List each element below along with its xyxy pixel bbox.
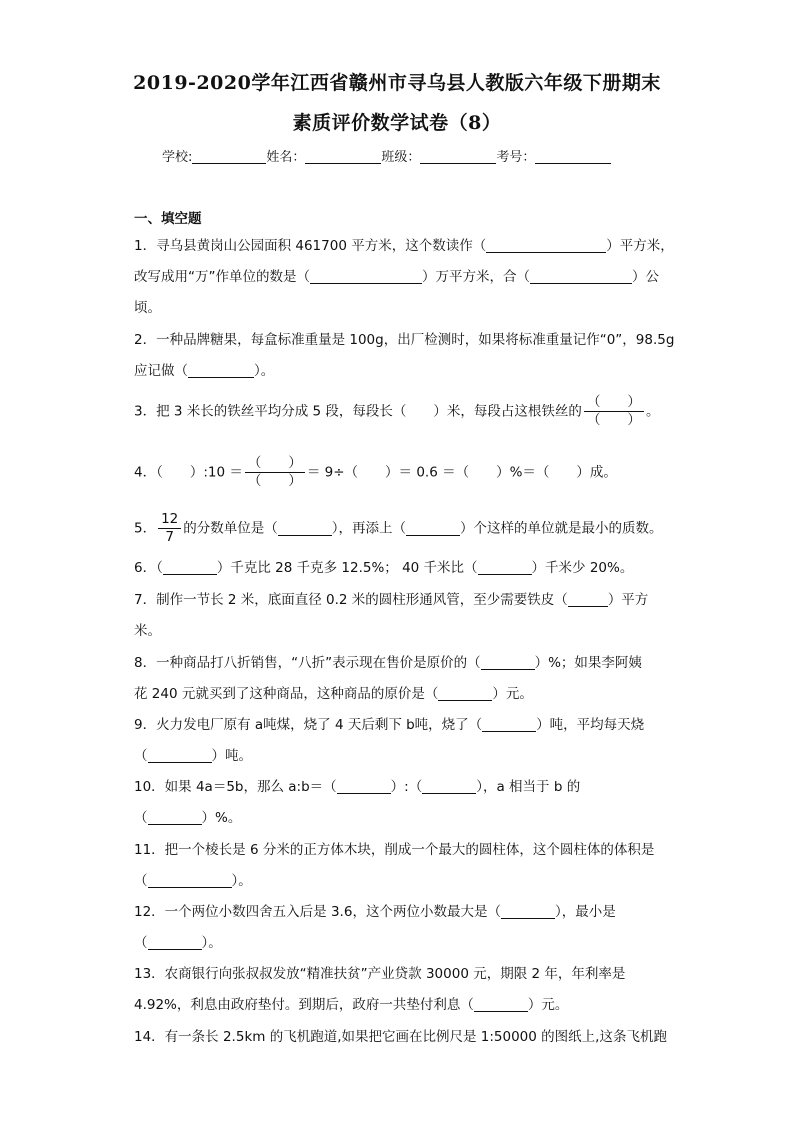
- q8-text-d: ）元。: [492, 686, 533, 702]
- q8-text-a: 8．一种商品打八折销售，“八折”表示现在售价是原价的（: [134, 655, 481, 671]
- q1-text-d: ）万平方米，合（: [422, 269, 530, 285]
- q5-fraction-numerator: 12: [158, 511, 181, 529]
- q4-fraction-numerator: （ ）: [245, 455, 305, 473]
- exam-no-label: 考号：: [496, 150, 536, 165]
- q6-text-b: ）千克比 28 千克多 12.5%； 40 千米比（: [216, 560, 478, 576]
- exam-no-blank: [535, 149, 611, 164]
- question-10-line2: [134, 806, 241, 826]
- q5-fraction-denominator: 7: [165, 529, 174, 545]
- question-2-line2: [134, 359, 274, 379]
- q5-blank-2: [406, 521, 460, 536]
- q8-text-b: ）%；如果李阿姨: [534, 655, 642, 671]
- q13-text-b: 4.92%，利息由政府垫付。到期后，政府一共垫付利息（: [134, 997, 474, 1013]
- q12-text-c: （: [134, 935, 148, 951]
- q11-text-b: （: [134, 873, 148, 889]
- section-title: 一、填空题: [134, 211, 202, 227]
- q4-text-a: 4．（ ）:10 ＝: [134, 464, 243, 481]
- q1-text-a: 1．寻乌县黄岗山公园面积 461700 平方米，这个数读作（: [134, 238, 487, 254]
- question-2-line1: 2．一种品牌糖果，每盒标准重量是 100g，出厂检测时，如果将标准重量记作“0”，98.5g: [134, 332, 675, 348]
- q5-number: 5．: [134, 520, 157, 537]
- exam-title-line2: 素质评价数学试卷（8）: [292, 112, 502, 134]
- q1-text-c: 改写成用“万”作单位的数是（: [134, 269, 310, 285]
- q3-fraction-denominator: （ ）: [586, 412, 641, 428]
- q4-text-b: ＝ 9÷（ ）＝ 0.6 ＝（ ）%＝（ ）成。: [306, 464, 617, 481]
- class-blank: [420, 149, 496, 164]
- q10-text-c: ），a 相当于 b 的: [476, 779, 581, 795]
- q10-blank-3: [148, 810, 202, 825]
- school-label: 学校:: [162, 150, 193, 165]
- q7-text-b: ）平方: [607, 592, 649, 608]
- question-4: [134, 455, 617, 490]
- question-11-line1: 11．把一个棱长是 6 分米的正方体木块，削成一个最大的圆柱体，这个圆柱体的体积是: [134, 842, 655, 858]
- q4-fraction-denominator: （ ）: [247, 473, 302, 489]
- question-6: [134, 556, 633, 576]
- student-info-row: [162, 146, 611, 165]
- q12-blank-2: [148, 935, 202, 950]
- name-label: 姓名：: [266, 150, 306, 165]
- q3-fraction: [584, 394, 644, 429]
- q7-text-a: 7．制作一节长 2 米，底面直径 0.2 米的圆柱形通风管，至少需要铁皮（: [134, 592, 568, 608]
- question-9-line2: [134, 744, 252, 764]
- question-9-line1: [134, 713, 644, 733]
- q13-text-c: ）元。: [527, 997, 569, 1013]
- q10-text-d: （: [134, 810, 148, 826]
- q5-fraction-12-7: [158, 511, 181, 546]
- q1-text-e: ）公: [632, 269, 659, 285]
- q12-text-a: 12．一个两位小数四舍五入后是 3.6，这个两位小数最大是（: [134, 904, 501, 920]
- q3-text-a: 3．把 3 米长的铁丝平均分成 5 段，每段长（ ）米，每段占这根铁丝的: [134, 403, 582, 420]
- q10-text-a: 10．如果 4a＝5b，那么 a:b＝（: [134, 779, 337, 795]
- class-label: 班级：: [381, 150, 421, 165]
- q10-text-b: ）:（: [390, 779, 423, 795]
- q11-blank-1: [148, 873, 232, 888]
- q12-blank-1: [501, 904, 555, 919]
- q2-text-c: ）。: [254, 363, 275, 379]
- question-13-line2: [134, 993, 568, 1013]
- q2-text-b: 应记做（: [134, 363, 188, 379]
- q9-text-b: ）吨，平均每天烧: [536, 717, 645, 733]
- q5-text-c: ）个这样的单位就是最小的质数。: [460, 520, 663, 537]
- q4-fraction: [245, 455, 305, 490]
- question-7-line2: 米。: [134, 623, 161, 639]
- question-7-line1: [134, 588, 648, 608]
- question-12-line1: [134, 900, 616, 920]
- q5-text-a: 的分数单位是（: [183, 520, 278, 537]
- exam-title-line1: 2019-2020学年江西省赣州市寻乌县人教版六年级下册期末: [133, 72, 661, 94]
- question-13-line1: 13．农商银行向张叔叔发放“精准扶贫”产业贷款 30000 元，期限 2 年，年利率是: [134, 966, 626, 982]
- q3-fraction-numerator: （ ）: [584, 394, 644, 412]
- question-14-line1: 14．有一条长 2.5km 的飞机跑道,如果把它画在比例尺是 1:50000 的图纸上,这条飞机跑: [134, 1029, 667, 1045]
- q10-blank-1: [337, 779, 391, 794]
- question-8-line2: [134, 682, 533, 702]
- question-10-line1: [134, 775, 580, 795]
- q5-blank-1: [278, 521, 332, 536]
- q10-blank-2: [422, 779, 476, 794]
- q1-blank-2: [310, 269, 422, 284]
- q6-text-c: ）千米少 20%。: [531, 560, 634, 576]
- q1-blank-3: [530, 269, 632, 284]
- question-8-line1: [134, 651, 642, 671]
- name-blank: [305, 149, 381, 164]
- question-12-line2: [134, 931, 222, 951]
- q13-blank-1: [474, 997, 528, 1012]
- q1-text-b: ）平方米，: [606, 238, 674, 254]
- q9-text-d: ）吨。: [211, 748, 252, 764]
- q9-blank-2: [148, 748, 212, 763]
- q9-blank-1: [482, 717, 536, 732]
- question-11-line2: [134, 869, 252, 889]
- q12-text-d: ）。: [201, 935, 222, 951]
- q10-text-e: ）%。: [201, 810, 242, 826]
- q8-blank-2: [438, 686, 492, 701]
- q2-blank-1: [188, 363, 254, 378]
- question-1-line2: [134, 265, 659, 285]
- q8-blank-1: [481, 655, 535, 670]
- school-blank: [192, 149, 266, 164]
- q5-text-b: ），再添上（: [331, 520, 407, 537]
- q9-text-c: （: [134, 748, 148, 764]
- q6-blank-1: [163, 560, 217, 575]
- q8-text-c: 花 240 元就买到了这种商品，这种商品的原价是（: [134, 686, 439, 702]
- q7-blank-1: [568, 592, 608, 607]
- q6-text-a: 6．（: [134, 560, 163, 576]
- q6-blank-2: [478, 560, 532, 575]
- q12-text-b: ），最小是: [554, 904, 616, 920]
- q1-blank-1: [486, 238, 606, 253]
- question-1-line1: [134, 234, 674, 254]
- question-1-line3: 顷。: [134, 300, 161, 316]
- q3-text-b: 。: [645, 403, 660, 420]
- q11-text-c: ）。: [231, 873, 252, 889]
- q9-text-a: 9．火力发电厂原有 a吨煤，烧了 4 天后剩下 b吨，烧了（: [134, 717, 483, 733]
- question-5: [134, 511, 663, 546]
- question-3: [134, 394, 659, 429]
